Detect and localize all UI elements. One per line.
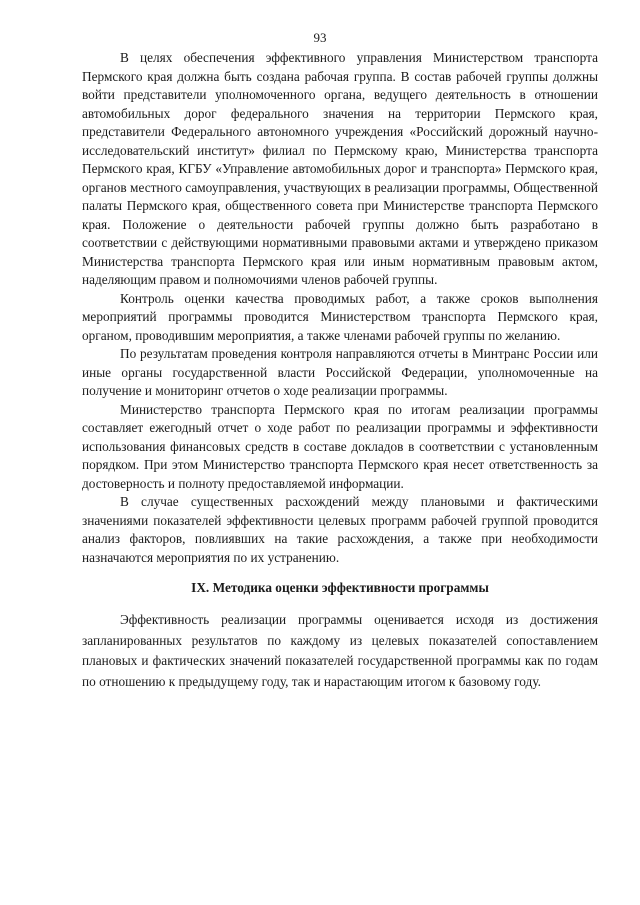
paragraph-reports: По результатам проведения контроля направляются отчеты в Минтранс России или иные органы государственной власти Российской Федерации, уполномоченные на получение и мониторинг отчетов о ходе реализации программы. bbox=[82, 346, 598, 398]
paragraph-annual-report: Министерство транспорта Пермского края по итогам реализации программы составляет ежегодный отчет о ходе работ по реализации программы и эффективности использования финансовых средств в составе докладов в соответствии с установленным порядком. При этом Министерство транспорта Пермского края несет ответственность за достоверность и полноту предоставляемой информации. bbox=[82, 401, 598, 491]
section-heading: IX. Методика оценки эффективности программы bbox=[191, 580, 489, 595]
paragraph-quality-control: Контроль оценки качества проводимых работ, а также сроков выполнения мероприятий программы проводится Министерством транспорта Пермского края, органом, проводившим мероприятия, а также членами рабочей группы по желанию. bbox=[82, 290, 598, 343]
paragraph-discrepancies: В случае существенных расхождений между плановыми и фактическими значениями показателей эффективности целевых программ рабочей группой проводится анализ факторов, повлиявших на такие расхождения, а также при необходимости назначаются мероприятия по их устранению. bbox=[82, 494, 598, 565]
paragraph-working-group: В целях обеспечения эффективного управления Министерством транспорта Пермского края должна быть создана рабочая группа. В состав рабочей группы должны войти представители уполномоченного органа, ведущего деятельность в отношении автомобильных дорог федерального значения на территории Пермского края, представители Федерального автономного учреждения «Российский дорожный научно-исследовательский институт» филиал по Пермскому краю, Министерства транспорта Пермского края, КГБУ «Управление автомобильных дорог и транспорта» Пермского края, органов местного самоуправления, участвующих в реализации программы, Общественной палаты Пермского края, общественного совета при Министерстве транспорта Пермского края. Положение о деятельности рабочей группы должно быть разработано в соответствии с действующими нормативными правовыми актами и утверждено приказом Министерства транспорта Пермского края или иным нормативным правовым актом, наделяющим правом и полномочиями членов рабочей группы. bbox=[82, 50, 598, 287]
page-number: 93 bbox=[313, 30, 327, 45]
paragraph-efficiency-method: Эффективность реализации программы оценивается исходя из достижения запланированных результатов по каждому из целевых показателей сопоставлением плановых и фактических значений показателей государственной программы как по годам по отношению к предыдущему году, так и нарастающим итогом к базовому году. bbox=[82, 612, 598, 689]
document-body bbox=[82, 49, 598, 692]
